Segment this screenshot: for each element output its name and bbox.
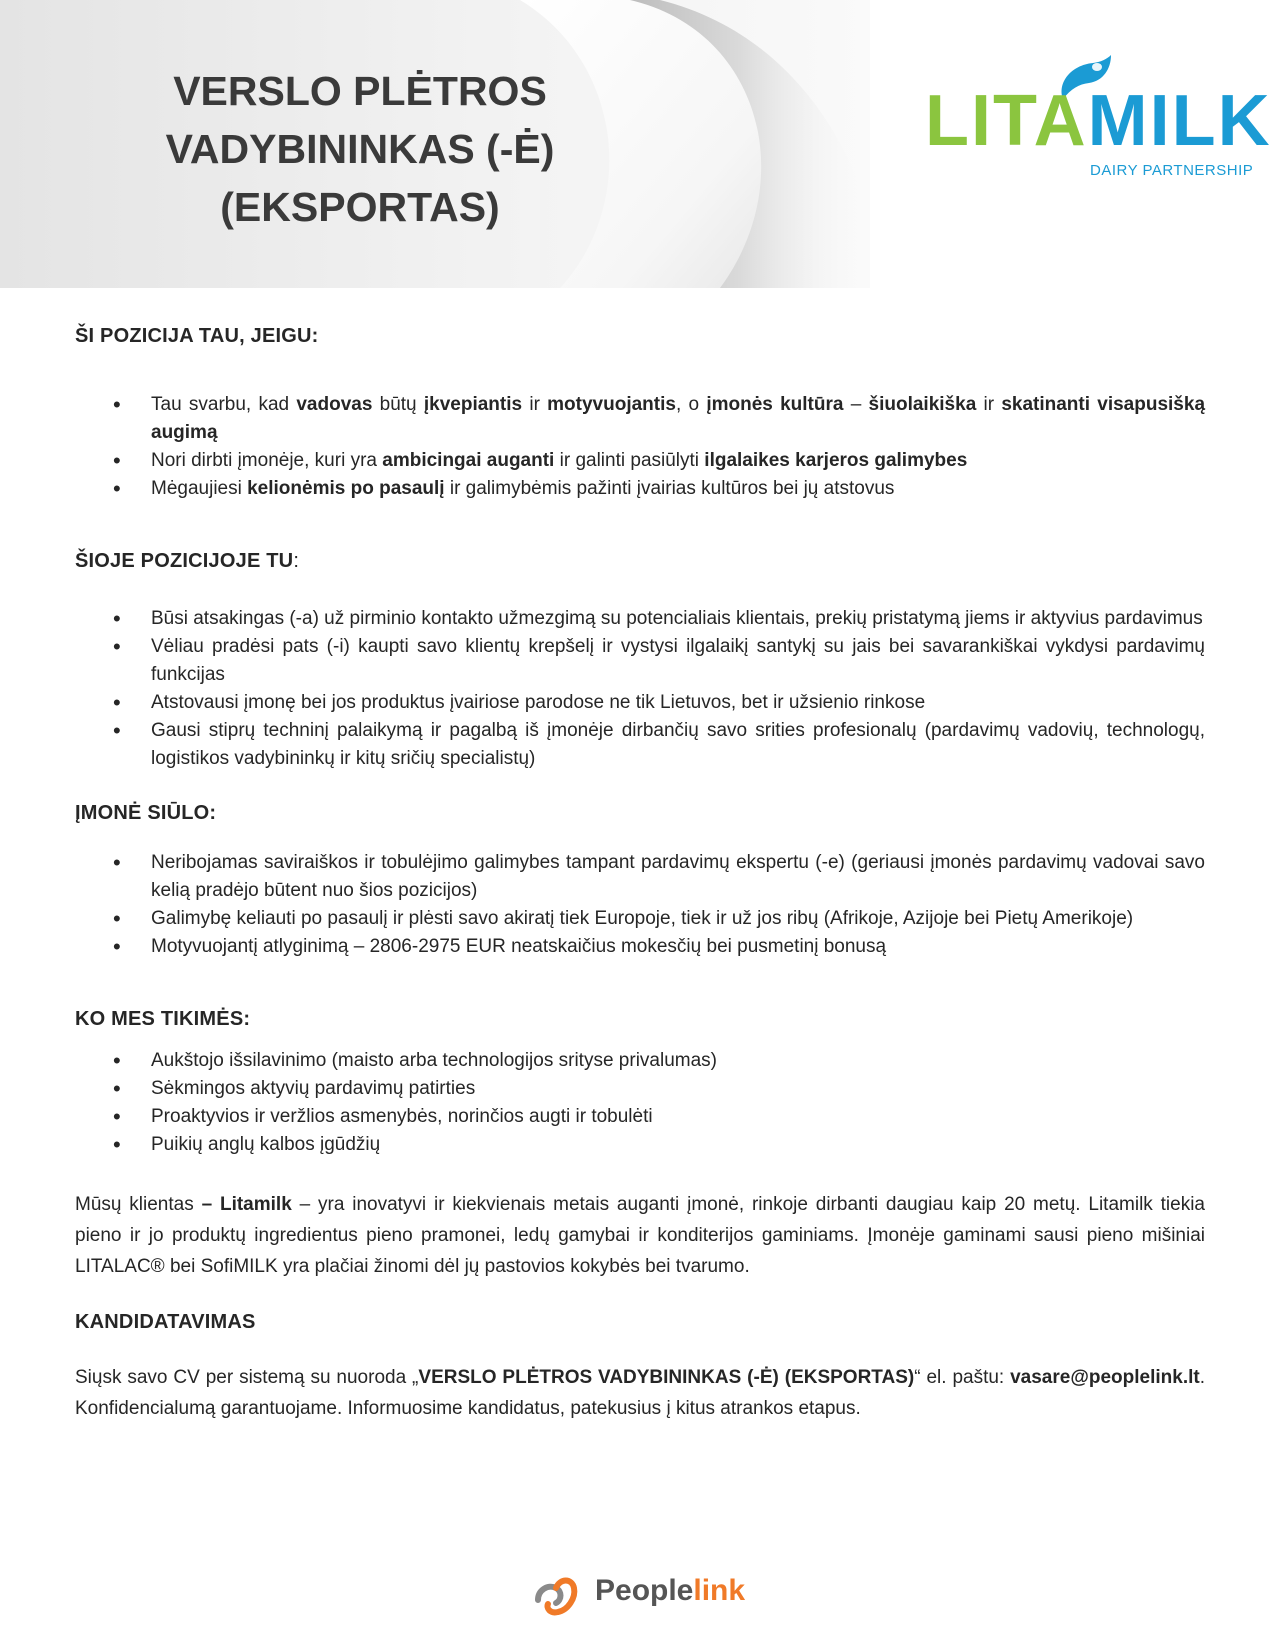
peoplelink-people: People (595, 1574, 694, 1607)
bold-text: vadovas (296, 394, 373, 415)
list-item (75, 849, 1205, 905)
bold-text: įkvepiantis (423, 394, 523, 415)
text-run: – (843, 394, 869, 415)
text-run: Tau svarbu, kad (151, 394, 297, 415)
text-run: . Konfidencialumą garantuojame. Informuosime kandidatus, patekusius į kitus atrankos etapus. (75, 1367, 1205, 1419)
bold-text: motyvuojantis (547, 394, 676, 415)
text-run: Puikių anglų kalbos įgūdžių (151, 1134, 381, 1155)
list-item (75, 391, 1205, 447)
bold-text: skatinanti visapusišką augimą (151, 394, 1206, 443)
apply-text (75, 1362, 1205, 1424)
text-run: ir (976, 394, 1002, 415)
job-ad-body (75, 322, 1205, 1424)
text-run: , o (675, 394, 707, 415)
text-run: “ el. paštu: (914, 1367, 1011, 1388)
bold-text: VERSLO PLĖTROS VADYBININKAS (-Ė) (EKSPORTAS) (418, 1367, 915, 1388)
list-item (75, 633, 1205, 689)
list-if (75, 391, 1205, 503)
text-run: ir (522, 394, 548, 415)
peoplelink-wordmark (595, 1576, 745, 1606)
text-run: Sėkmingos aktyvių pardavimų patirties (151, 1078, 476, 1099)
bold-text: ambicingai auganti (382, 450, 555, 471)
text-run: Mūsų klientas (75, 1194, 202, 1215)
list-item (75, 475, 1205, 503)
list-offer (75, 849, 1205, 961)
text-run: Galimybę keliauti po pasaulį ir plėsti savo akiratį tiek Europoje, tiek ir už jos ribų (Afrikoje, Azijoje bei Pietų Amerikoje) (151, 908, 1134, 929)
text-run: Neribojamas saviraiškos ir tobulėjimo galimybes tampant pardavimų ekspertu (-e) (geriausi įmonės pardavimų vadovai savo kelią pradėjo būtent nuo šios pozicijos) (151, 852, 1205, 901)
bold-text: šiuolaikiška (868, 394, 977, 415)
peoplelink-icon (530, 1570, 580, 1620)
text-run: ir galimybėmis pažinti įvairias kultūros bei jų atstovus (444, 478, 895, 499)
text-run: ir galinti pasiūlyti (554, 450, 705, 471)
bold-text: kelionėmis po pasaulį (247, 478, 445, 499)
text-run: – yra inovatyvi ir kiekvienais metais auganti įmonė, rinkoje dirbanti daugiau kaip 20 metų. Litamilk tiekia pieno ir jo produktų ingredientus pieno pramonei, ledų gamybai ir konditerijos gaminiams. Įmonėje gaminami sausi pieno mišiniai LITALAC® bei SofiMILK yra plačiai žinomi dėl jų pastovios kokybės bei tvarumo. (75, 1194, 1205, 1277)
bold-text: įmonės kultūra (706, 394, 844, 415)
section-title-apply: KANDIDATAVIMAS (75, 1311, 256, 1333)
job-title-line-3: (EKSPORTAS) (220, 184, 500, 230)
list-item (75, 905, 1205, 933)
text-run: Aukštojo išsilavinimo (maisto arba technologijos srityse privalumas) (151, 1050, 717, 1071)
list-item (75, 689, 1205, 717)
litamilk-logo (925, 55, 1272, 185)
list-item (75, 605, 1205, 633)
peoplelink-logo (530, 1570, 760, 1620)
header-banner (0, 0, 1275, 288)
text-run: Nori dirbti įmonėje, kuri yra (151, 450, 383, 471)
list-you (75, 605, 1205, 773)
section-title-you-bold: ŠIOJE POZICIJOJE TU (75, 550, 294, 572)
about-company (75, 1189, 1205, 1282)
job-title (150, 62, 570, 236)
list-item (75, 447, 1205, 475)
list-item (75, 1131, 1205, 1159)
bold-text: – Litamilk (201, 1194, 292, 1215)
text-run: Siųsk savo CV per sistemą su nuoroda „ (75, 1367, 419, 1388)
peoplelink-link: link (693, 1574, 746, 1607)
text-run: Gausi stiprų techninį palaikymą ir pagalbą iš įmonėje dirbančių savo srities profesionalų (pardavimų vadovių, technologų, logistikos vadybininkų ir kitų sričių specialistų) (151, 720, 1205, 769)
logo-lita: LITA (925, 81, 1088, 161)
list-item (75, 1103, 1205, 1131)
text-run: būtų (372, 394, 424, 415)
text-run: Motyvuojantį atlyginimą – 2806-2975 EUR neatskaičius mokesčių bei pusmetinį bonusą (151, 936, 887, 957)
list-expect (75, 1047, 1205, 1159)
list-item (75, 933, 1205, 961)
logo-milk: MILK (1087, 81, 1272, 161)
section-title-you-colon: : (293, 550, 300, 572)
bold-text: vasare@peoplelink.lt (1010, 1367, 1200, 1388)
section-title-offer: ĮMONĖ SIŪLO: (75, 802, 217, 824)
bold-text: ilgalaikes karjeros galimybes (704, 450, 968, 471)
section-title-if: ŠI POZICIJA TAU, JEIGU: (75, 325, 319, 347)
logo-wordmark (925, 81, 1272, 161)
text-run: Atstovausi įmonę bei jos produktus įvairiose parodose ne tik Lietuvos, bet ir užsienio rinkose (151, 692, 926, 713)
text-run: Vėliau pradėsi pats (-i) kaupti savo klientų krepšelį ir vystysi ilgalaikį santykį su jais bei savarankiškai vykdysi pardavimų funkcijas (151, 636, 1205, 685)
section-title-expect: KO MES TIKIMĖS: (75, 1008, 251, 1030)
text-run: Mėgaujiesi (151, 478, 248, 499)
list-item (75, 717, 1205, 773)
list-item (75, 1075, 1205, 1103)
job-title-line-2: VADYBININKAS (-Ė) (165, 126, 555, 172)
job-title-line-1: VERSLO PLĖTROS (173, 68, 547, 114)
text-run: Būsi atsakingas (-a) už pirminio kontakto užmezgimą su potencialiais klientais, prekių pristatymą jiems ir aktyvius pardavimus (151, 608, 1203, 629)
logo-subtitle: DAIRY PARTNERSHIP (1090, 162, 1254, 179)
section-title-you (75, 547, 1205, 575)
text-run: Proaktyvios ir veržlios asmenybės, norinčios augti ir tobulėti (151, 1106, 653, 1127)
list-item (75, 1047, 1205, 1075)
